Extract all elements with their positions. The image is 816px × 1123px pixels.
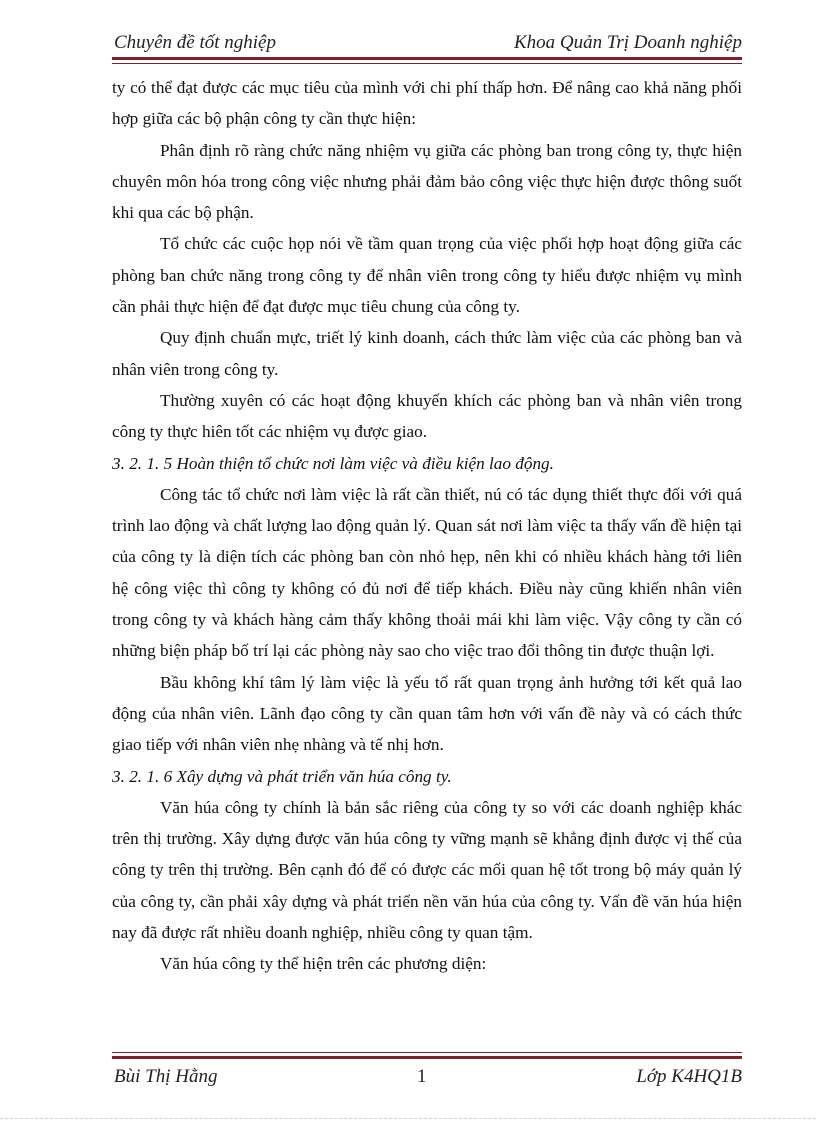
page-footer bbox=[112, 1062, 742, 1092]
paragraph-encouragement: Thường xuyên có các hoạt động khuyến khích các phòng ban và nhân viên trong công ty thực hiên tốt các nhiệm vụ được giao. bbox=[112, 390, 742, 442]
paragraph-workplace: Công tác tổ chức nơi làm việc là rất cần thiết, nú có tác dụng thiết thực đối với quá trình lao động và chất lượng lao động quản lý. Quan sát nơi làm việc ta thấy vấn đề hiện tại của công ty là diện tích các phòng ban còn nhỏ hẹp, nên khi có nhiều khách hàng tới liên hệ công việc thì công ty không có đủ nơi để tiếp khách. Điều này cũng khiến nhân viên trong công ty và khách hàng cảm thấy không thoải mái khi làm việc. Vậy công ty cần có những biện pháp bố trí lại các phòng này sao cho việc trao đổi thông tin được thuận lợi. bbox=[112, 484, 742, 661]
footer-author: Bùi Thị Hằng bbox=[114, 1066, 218, 1087]
paragraph-standards: Quy định chuẩn mực, triết lý kinh doanh, cách thức làm việc của các phòng ban và nhân viên trong công ty. bbox=[112, 328, 742, 379]
page-edge-divider bbox=[0, 1118, 816, 1119]
paragraph-culture: Văn húa công ty chính là bản sắc riêng của công ty so với các doanh nghiệp khác trên thị trường. Xây dựng được văn húa công ty vững mạnh sẽ khẳng định được vị thế của công ty trên thị trường. Bên cạnh đó để có được các mối quan hệ tốt trong bộ máy quản lý của công ty, cần phải xây dựng và phát triển nền văn húa của công ty. Vấn đề văn húa hiện nay đã được rất nhiều doanh nghiệp, nhiều công ty quan tậm. bbox=[112, 797, 742, 943]
section-heading-3-2-1-6: 3. 2. 1. 6 Xây dựng và phát triển văn húa công ty. bbox=[112, 766, 452, 786]
header-faculty: Khoa Quản Trị Doanh nghiệp bbox=[513, 32, 742, 53]
paragraph-role-division: Phân định rõ ràng chức năng nhiệm vụ giữa các phòng ban trong công ty, thực hiện chuyên môn hóa trong công việc nhưng phải đảm bảo công việc thực hiện được thông suốt khi qua các bộ phận. bbox=[112, 140, 742, 223]
paragraph-culture-aspects: Văn húa công ty thể hiện trên các phương diện: bbox=[160, 954, 487, 974]
header-document-type: Chuyên đề tốt nghiệp bbox=[114, 32, 276, 53]
paragraph-continuation: ty có thể đạt được các mục tiêu của mình với chi phí thấp hơn. Để nâng cao khả năng phối hợp giữa các bộ phận công ty cần thực hiện: bbox=[112, 78, 742, 129]
footer-class: Lớp K4HQ1B bbox=[636, 1066, 742, 1087]
page-header bbox=[112, 30, 742, 60]
page-number: 1 bbox=[417, 1066, 427, 1087]
header-rule bbox=[112, 57, 742, 64]
footer-rule bbox=[112, 1052, 742, 1059]
page-body bbox=[112, 72, 742, 980]
paragraph-meetings: Tổ chức các cuộc họp nói về tầm quan trọng của việc phối hợp hoạt động giữa các phòng ban chức năng trong công ty để nhân viên trong công ty hiểu được nhiệm vụ mình cần phải thực hiện để đạt được mục tiêu chung của công ty. bbox=[112, 234, 742, 317]
section-heading-3-2-1-5: 3. 2. 1. 5 Hoàn thiện tổ chức nơi làm việc và điều kiện lao động. bbox=[112, 453, 554, 473]
paragraph-atmosphere: Bầu không khí tâm lý làm việc là yếu tố rất quan trọng ảnh hưởng tới kết quả lao động của nhân viên. Lãnh đạo công ty cần quan tâm hơn với vấn đề này và có cách thức giao tiếp với nhân viên nhẹ nhàng và tế nhị hơn. bbox=[112, 672, 742, 755]
